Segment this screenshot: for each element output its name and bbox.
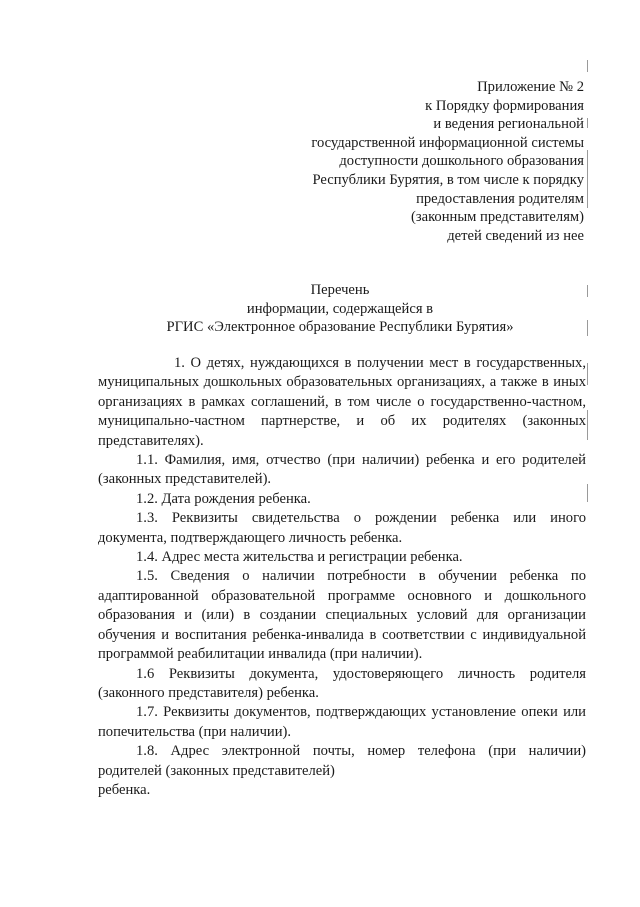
list-item: 1.2. Дата рождения ребенка.: [136, 490, 311, 507]
scan-edge-mark: [587, 285, 588, 297]
appendix-line: Республики Бурятия, в том числе к порядку: [312, 171, 584, 188]
appendix-line: доступности дошкольного образования: [339, 153, 584, 170]
title-line: РГИС «Электронное образование Республики Бурятия»: [166, 319, 514, 335]
document-body: [98, 354, 586, 800]
list-item: [98, 354, 586, 451]
item-number: 1.: [174, 355, 185, 371]
document-title: [100, 281, 580, 337]
appendix-note: [244, 78, 584, 245]
list-item: 1.8. Адрес электронной почты, номер телефона (при наличии) родителей (законных представителей): [98, 743, 586, 779]
appendix-line: к Порядку формирования: [425, 97, 584, 114]
title-line: информации, содержащейся в: [246, 300, 434, 317]
scan-edge-mark: [587, 118, 588, 128]
title-line: Перечень: [310, 282, 370, 298]
scan-edge-mark: [587, 320, 588, 336]
list-item: 1.6 Реквизиты документа, удостоверяющего личность родителя (законного представителя) ребенка.: [98, 665, 586, 701]
scan-edge-mark: [587, 60, 588, 72]
scan-edge-mark: [587, 410, 588, 440]
trailing-text: ребенка.: [98, 781, 151, 798]
appendix-line: предоставления родителям: [416, 190, 584, 207]
list-item: 1.5. Сведения о наличии потребности в обучении ребенка по адаптированной образовательной программе основного и дошкольного образования и (или) в создании специальных условий для организации обучения и воспитания ребенка-инвалида в соответствии с индивидуальной программой реабилитации инвалида (при наличии).: [98, 568, 586, 663]
list-item: 1.4. Адрес места жительства и регистрации ребенка.: [136, 549, 463, 566]
list-item: 1.1. Фамилия, имя, отчество (при наличии) ребенка и его родителей (законных представителей).: [98, 452, 586, 488]
scan-edge-mark: [587, 150, 588, 208]
scan-edge-mark: [587, 484, 588, 502]
appendix-line: (законным представителям): [410, 209, 584, 226]
appendix-line: Приложение № 2: [477, 79, 584, 95]
list-item: 1.3. Реквизиты свидетельства о рождении ребенка или иного документа, подтверждающего личность ребенка.: [98, 510, 586, 546]
appendix-line: и ведения региональной: [433, 116, 584, 133]
list-item: 1.7. Реквизиты документов, подтверждающих установление опеки или попечительства (при наличии).: [98, 704, 586, 740]
appendix-line: детей сведений из нее: [447, 227, 584, 244]
item-text: О детях, нуждающихся в получении мест в государственных, муниципальных дошкольных образовательных организациях, а также в иных организациях в рамках соглашений, в том числе о государственно-частном, муниципально-частном партнерстве, и об их родителях (законных представителях).: [98, 355, 586, 449]
appendix-line: государственной информационной системы: [311, 134, 584, 151]
scan-edge-mark: [587, 363, 588, 385]
